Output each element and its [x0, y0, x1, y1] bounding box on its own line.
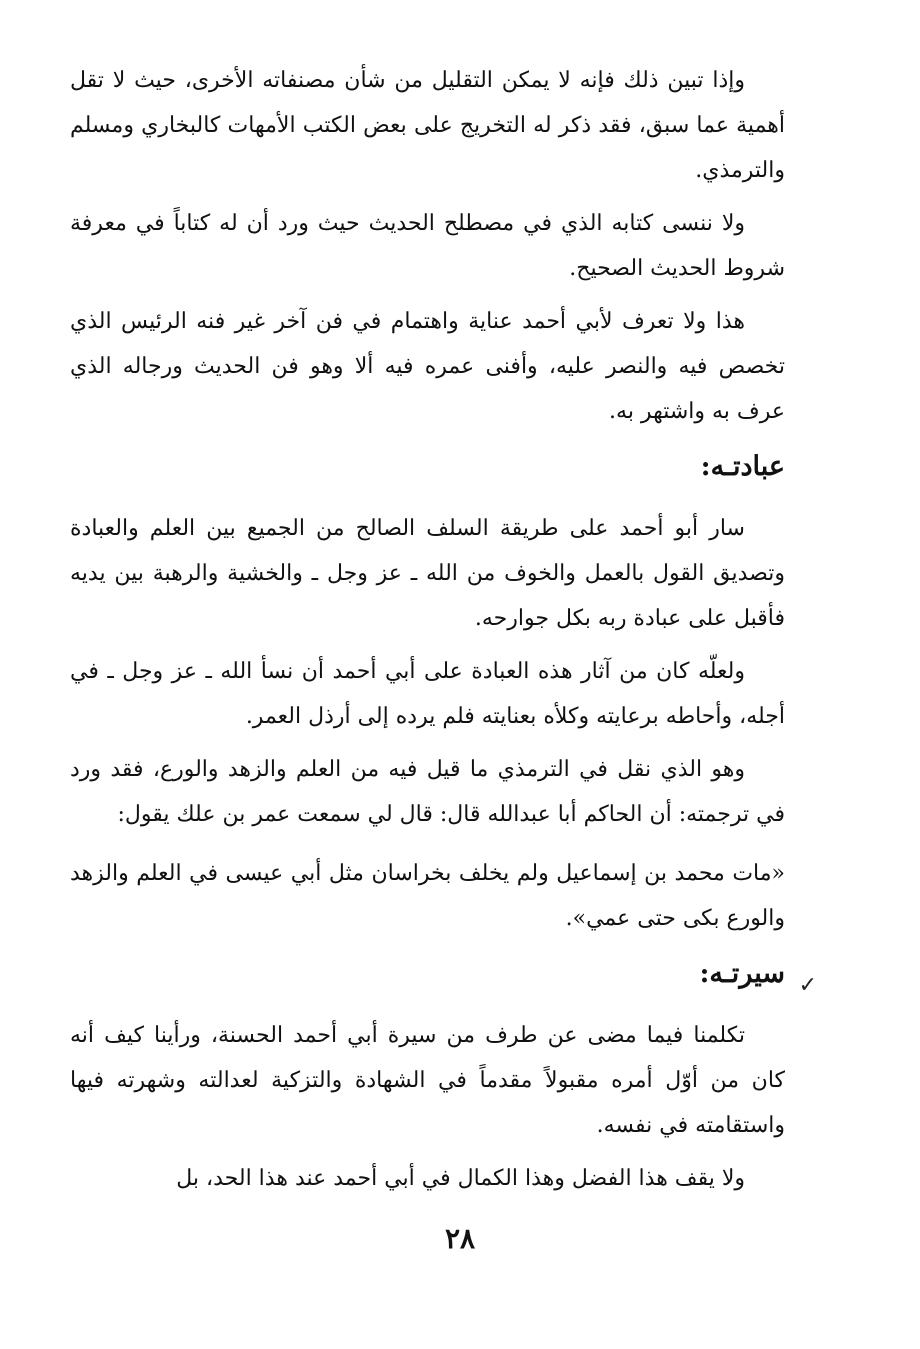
section-heading-worship: عبادتـه: [700, 451, 785, 482]
section-heading-biography-wrapper [70, 949, 817, 999]
section-heading-biography: سيرتـه: [699, 958, 785, 989]
page-number: ٢٨ [444, 1222, 476, 1255]
body-paragraph: سار أبو أحمد على طريقة السلف الصالح من الجميع بين العلم والعبادة وتصديق القول بالعمل والخوف من الله ـ عز وجل ـ والخشية والرهبة بين يديه فأقبل على عبادة ربه بكل جوارحه. [70, 516, 785, 631]
quotation: «مات محمد بن إسماعيل ولم يخلف بخراسان مثل أبي عيسى في العلم والزهد والورع بكى حتى عمي». [70, 861, 785, 931]
body-paragraph: وإذا تبين ذلك فإنه لا يمكن التقليل من شأن مصنفاته الأخرى، حيث لا تقل أهمية عما سبق، فقد ذكر له التخريج على بعض الكتب الأمهات كالبخاري ومسلم والترمذي. [70, 68, 785, 183]
body-paragraph: ولا ننسى كتابه الذي في مصطلح الحديث حيث ورد أن له كتاباً في معرفة شروط الحديث الصحيح. [70, 211, 785, 281]
body-paragraph: وهو الذي نقل في الترمذي ما قيل فيه من العلم والزهد والورع، فقد ورد في ترجمته: أن الحاكم أبا عبدالله قال: قال لي سمعت عمر بن علك يقول: [70, 757, 785, 827]
page-body [70, 58, 817, 1209]
body-paragraph: ولعلّه كان من آثار هذه العبادة على أبي أحمد أن نسأ الله ـ عز وجل ـ في أجله، وأحاطه برعايته وكلأه بعنايته فلم يرده إلى أرذل العمر. [70, 659, 785, 729]
checkmark-icon: ✓ [798, 973, 817, 998]
body-paragraph: ولا يقف هذا الفضل وهذا الكمال في أبي أحمد عند هذا الحد، بل [176, 1166, 745, 1191]
body-paragraph: تكلمنا فيما مضى عن طرف من سيرة أبي أحمد الحسنة، ورأينا كيف أنه كان من أوّل أمره مقبولاً مقدماً في الشهادة والتزكية لعدالته وشهرته فيها واستقامته في نفسه. [70, 1023, 785, 1138]
body-paragraph: هذا ولا تعرف لأبي أحمد عناية واهتمام في فن آخر غير فنه الرئيس الذي تخصص فيه والنصر عليه، وأفنى عمره فيه ألا وهو فن الحديث ورجاله الذي عرف به واشتهر به. [70, 309, 785, 424]
